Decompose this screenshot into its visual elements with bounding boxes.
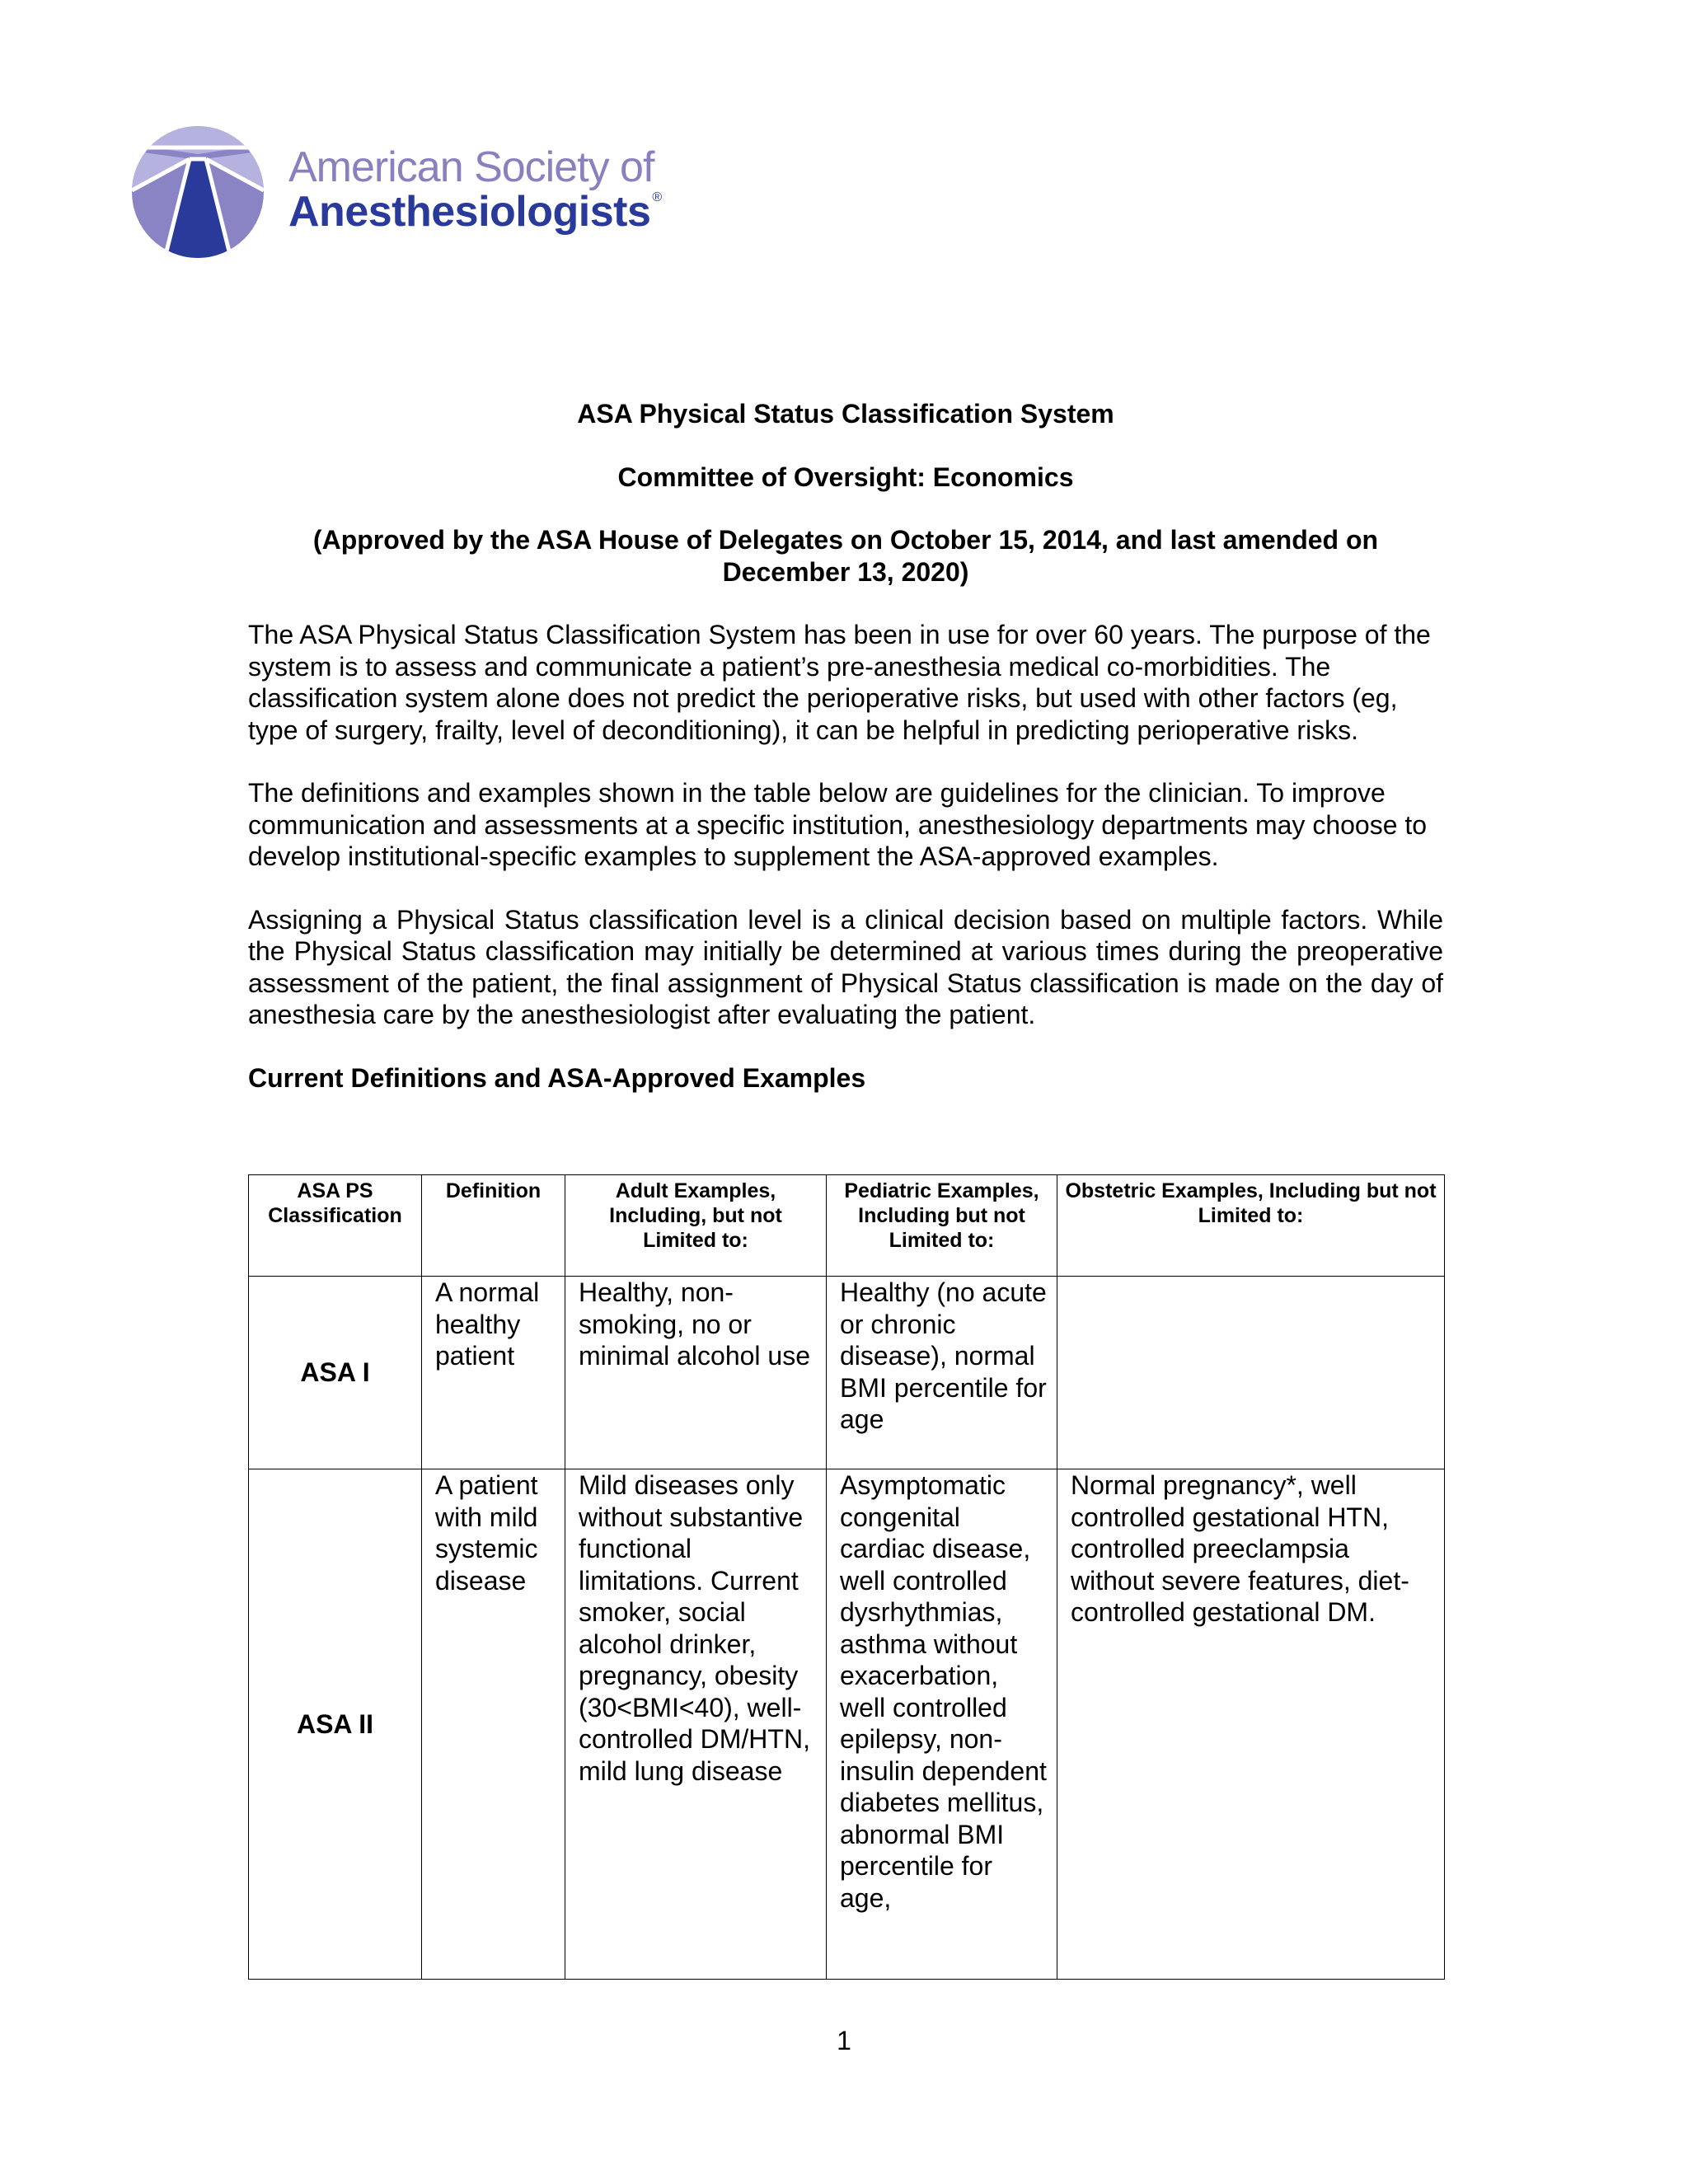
table-header-row — [249, 1175, 1445, 1277]
page-number: 1 — [837, 2026, 851, 2055]
table-row — [249, 1277, 1445, 1469]
document-body — [248, 396, 1443, 1094]
header-pediatric-examples: Pediatric Examples, Including but not Limited to: — [827, 1175, 1057, 1277]
obstetric-examples-cell: Normal pregnancy*, well controlled gestational HTN, controlled preeclampsia without severe features, diet-controlled gestational DM. — [1057, 1469, 1445, 1980]
adult-examples-cell: Mild diseases only without substantive functional limitations. Current smoker, social alcohol drinker, pregnancy, obesity (30<BMI<40), well-controlled DM/HTN, mild lung disease — [565, 1469, 827, 1980]
section-title: Current Definitions and ASA-Approved Examples — [248, 1062, 866, 1093]
definition-cell: A patient with mild systemic disease — [422, 1469, 565, 1980]
asa-emblem-icon — [132, 126, 264, 258]
classification-cell: ASA II — [249, 1469, 422, 1980]
obstetric-examples-cell — [1057, 1277, 1445, 1469]
header-adult-examples: Adult Examples, Including, but not Limited to: — [565, 1175, 827, 1277]
definition-cell: A normal healthy patient — [422, 1277, 565, 1469]
table-row — [249, 1469, 1445, 1980]
pediatric-examples-cell: Healthy (no acute or chronic disease), normal BMI percentile for age — [827, 1277, 1057, 1469]
header-obstetric-examples: Obstetric Examples, Including but not Limited to: — [1057, 1175, 1445, 1277]
committee-heading: Committee of Oversight: Economics — [617, 462, 1074, 492]
document-title: ASA Physical Status Classification System — [577, 399, 1114, 429]
adult-examples-cell: Healthy, non-smoking, no or minimal alcohol use — [565, 1277, 827, 1469]
pediatric-examples-cell: Asymptomatic congenital cardiac disease, well controlled dysrhythmias, asthma without exacerbation, well controlled epilepsy, non-insulin dependent diabetes mellitus, abnormal BMI percentile for age, — [827, 1469, 1057, 1980]
header-classification: ASA PS Classification — [249, 1175, 422, 1277]
approval-note: (Approved by the ASA House of Delegates on October 15, 2014, and last amended on December 13, 2020) — [312, 525, 1379, 587]
registered-mark: ® — [652, 190, 662, 204]
guidelines-paragraph: The definitions and examples shown in the table below are guidelines for the clinician. To improve communication and assessments at a specific institution, anesthesiology departments may choose to develop institutional-specific examples to supplement the ASA-approved examples. — [248, 778, 1428, 871]
intro-paragraph: The ASA Physical Status Classification System has been in use for over 60 years. The purpose of the system is to assess and communicate a patient’s pre-anesthesia medical co-morbidities. The classification system alone does not predict the perioperative risks, but used with other factors (eg, type of surgery, frailty, level of deconditioning), it can be helpful in predicting perioperative risks. — [248, 620, 1431, 745]
asa-logo — [132, 126, 676, 262]
logo-text-line2: Anesthesiologists ® — [288, 188, 662, 236]
classification-cell: ASA I — [249, 1277, 422, 1469]
logo-text-line1: American Society of — [288, 143, 654, 191]
classification-table — [248, 1174, 1445, 1980]
header-definition: Definition — [422, 1175, 565, 1277]
assignment-paragraph: Assigning a Physical Status classification level is a clinical decision based on multiple factors. While the Physical Status classification may initially be determined at various times during the preoperative assessment of the patient, the final assignment of Physical Status classification is made on the day of anesthesia care by the anesthesiologist after evaluating the patient. — [248, 904, 1443, 1029]
